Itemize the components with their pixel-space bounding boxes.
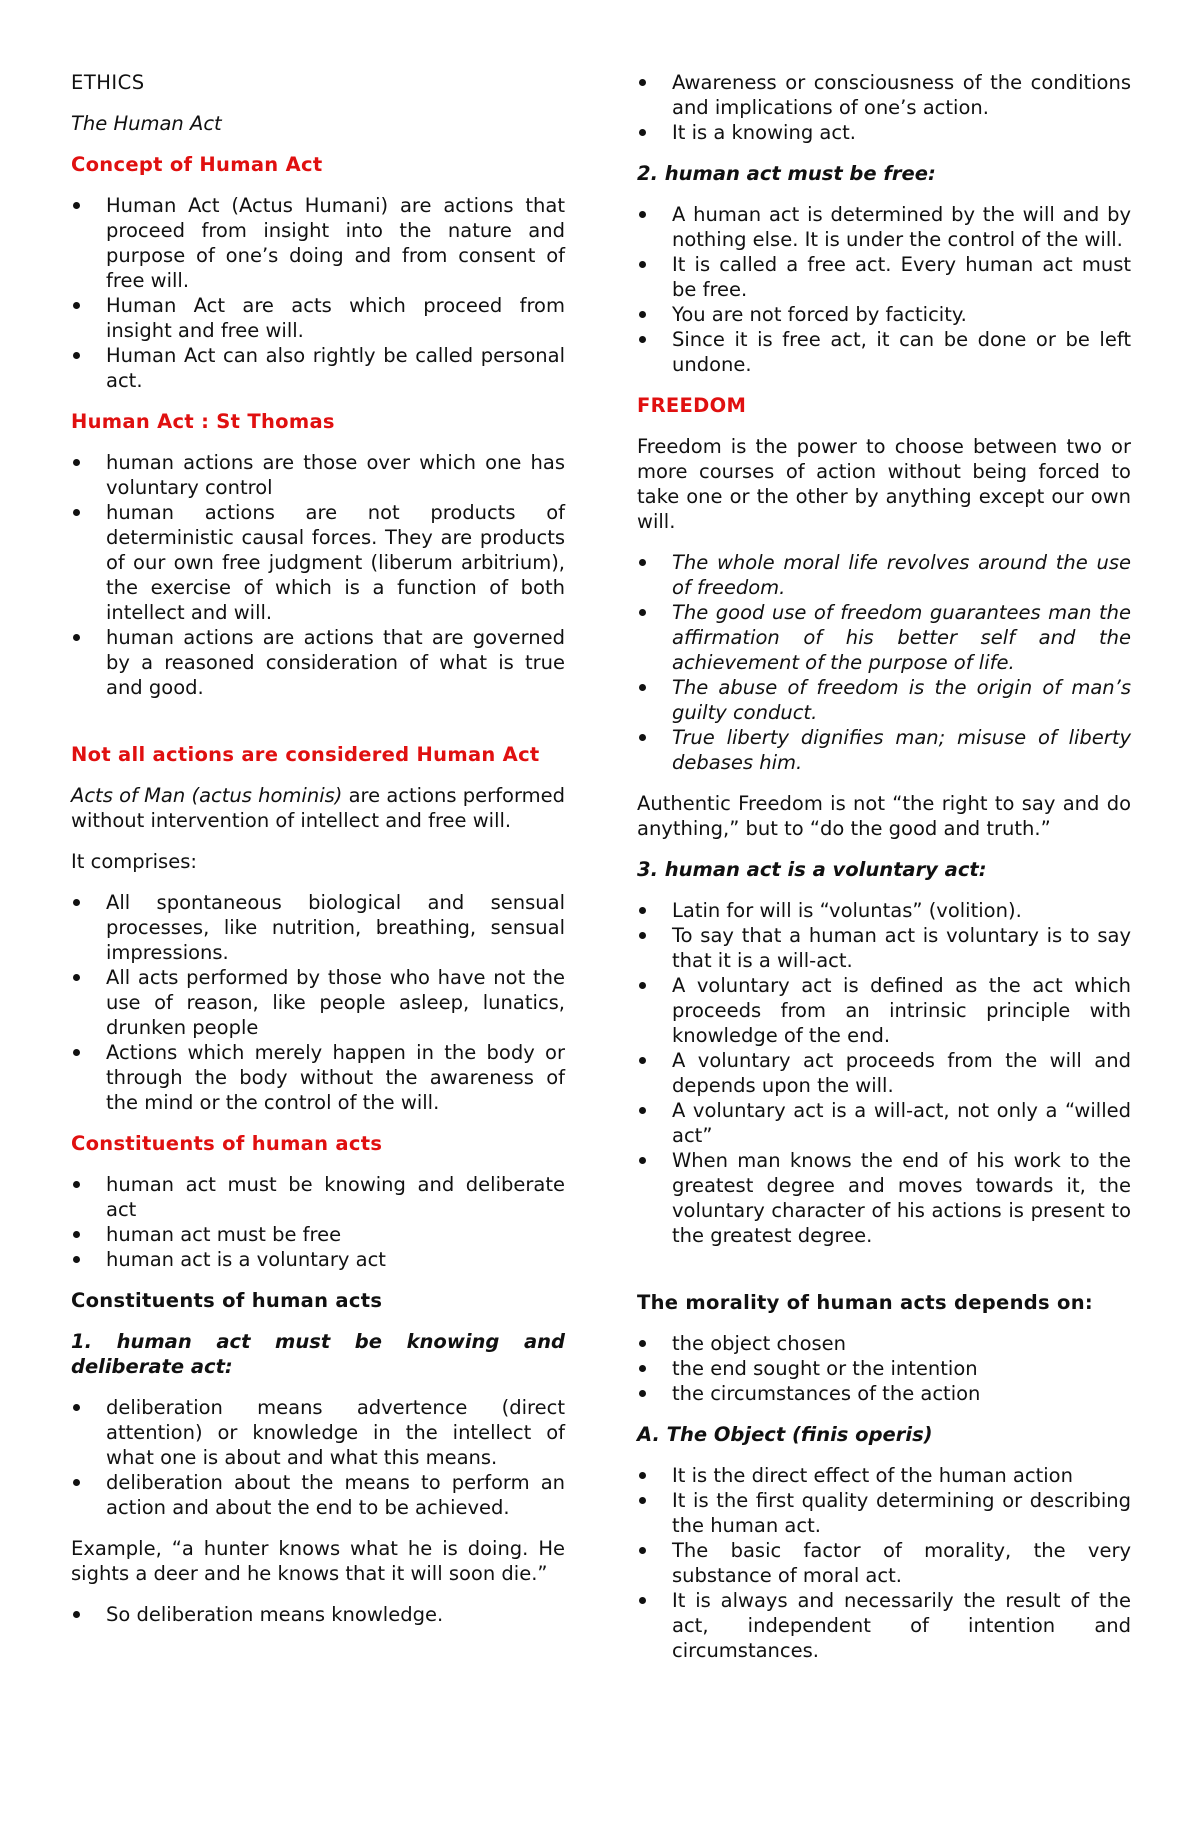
list-item: A human act is determined by the will and by nothing else. It is under the control of the will. [672, 203, 1131, 251]
list-item: A voluntary act is defined as the act which proceeds from an intrinsic principle with knowledge of the end. [672, 974, 1131, 1047]
constituents-list [71, 1172, 565, 1272]
knowing-list [71, 1395, 565, 1520]
list-item: human actions are not products of deterministic causal forces. They are products of our own free judgment (liberum arbitrium), the exercise of which is a function of both intellect and will. [106, 501, 565, 624]
list-item: The whole moral life revolves around the use of freedom. [672, 551, 1131, 599]
doc-title: ETHICS [71, 71, 145, 94]
freedom-list [637, 550, 1131, 775]
spacer [637, 1264, 1131, 1290]
object-heading: A. The Object (finis operis) [637, 1423, 933, 1446]
right-column [637, 70, 1131, 1679]
hunter-example: Example, “a hunter knows what he is doing. He sights a deer and he knows that it will soon die.” [71, 1537, 565, 1585]
list-item: deliberation means advertence (direct attention) or knowledge in the intellect of what one is about and what this means. [106, 1396, 565, 1469]
acts-of-man-paragraph: Acts of Man (actus hominis) are actions performed without intervention of intellect and free will. [71, 784, 565, 832]
doc-subtitle: The Human Act [71, 112, 222, 135]
freedom-heading: FREEDOM [637, 394, 747, 417]
list-item: A voluntary act proceeds from the will and depends upon the will. [672, 1049, 1131, 1097]
list-item: So deliberation means knowledge. [106, 1603, 444, 1626]
concept-heading: Concept of Human Act [71, 153, 323, 176]
list-item: Awareness or consciousness of the conditions and implications of one’s action. [672, 71, 1131, 119]
object-list [637, 1463, 1131, 1663]
list-item: It is a knowing act. [672, 121, 856, 144]
list-item: All acts performed by those who have not the use of reason, like people asleep, lunatics, drunken people [106, 966, 565, 1039]
list-item: Actions which merely happen in the body or through the body without the awareness of the mind or the control of the will. [106, 1041, 565, 1114]
list-item: The good use of freedom guarantees man the affirmation of his better self and the achievement of the purpose of life. [672, 601, 1131, 674]
concept-list [71, 193, 565, 393]
acts-of-man-term: Acts of Man (actus hominis) [71, 784, 343, 807]
list-item: When man knows the end of his work to the greatest degree and moves towards it, the voluntary character of his actions is present to the greatest degree. [672, 1149, 1131, 1247]
knowing-list-3 [637, 70, 1131, 145]
list-item: True liberty dignifies man; misuse of liberty debases him. [672, 726, 1131, 774]
list-item: It is always and necessarily the result of the act, independent of intention and circumstances. [672, 1589, 1131, 1662]
free-list [637, 202, 1131, 377]
constituents-heading-2: Constituents of human acts [71, 1289, 383, 1312]
list-item: the object chosen [672, 1332, 847, 1355]
list-item: You are not forced by facticity. [672, 303, 967, 326]
free-heading: 2. human act must be free: [637, 162, 936, 185]
list-item: Human Act (Actus Humani) are actions that proceed from insight into the nature and purpose of one’s doing and from consent of free will. [106, 194, 565, 292]
list-item: The abuse of freedom is the origin of man’s guilty conduct. [672, 676, 1131, 724]
list-item: deliberation about the means to perform an action and about the end to be achieved. [106, 1471, 565, 1519]
knowing-list-2 [71, 1602, 565, 1627]
list-item: Since it is free act, it can be done or be left undone. [672, 328, 1131, 376]
spacer [71, 716, 565, 742]
thomas-list [71, 450, 565, 700]
thomas-heading: Human Act : St Thomas [71, 410, 335, 433]
list-item: It is the first quality determining or describing the human act. [672, 1489, 1131, 1537]
list-item: human act must be free [106, 1223, 342, 1246]
list-item: A voluntary act is a will-act, not only a “willed act” [672, 1099, 1131, 1147]
voluntary-heading: 3. human act is a voluntary act: [637, 858, 987, 881]
knowing-heading: 1. human act must be knowing and deliberate act: [71, 1330, 565, 1378]
comprises-text: It comprises: [71, 850, 197, 873]
list-item: the circumstances of the action [672, 1382, 981, 1405]
authentic-freedom: Authentic Freedom is not “the right to say and do anything,” but to “do the good and truth.” [637, 792, 1131, 840]
list-item: Human Act can also rightly be called personal act. [106, 344, 565, 392]
list-item: To say that a human act is voluntary is to say that it is a will-act. [672, 924, 1131, 972]
not-all-heading: Not all actions are considered Human Act [71, 743, 540, 766]
morality-list [637, 1331, 1131, 1406]
morality-heading: The morality of human acts depends on: [637, 1291, 1093, 1314]
list-item: human actions are actions that are governed by a reasoned consideration of what is true and good. [106, 626, 565, 699]
list-item: Human Act are acts which proceed from insight and free will. [106, 294, 565, 342]
freedom-definition: Freedom is the power to choose between two or more courses of action without being forced to take one or the other by anything except our own will. [637, 435, 1131, 533]
list-item: human actions are those over which one has voluntary control [106, 451, 565, 499]
voluntary-list [637, 898, 1131, 1248]
constituents-heading: Constituents of human acts [71, 1132, 383, 1155]
not-all-list [71, 890, 565, 1115]
list-item: All spontaneous biological and sensual processes, like nutrition, breathing, sensual impressions. [106, 891, 565, 964]
left-column [71, 70, 565, 1643]
list-item: human act is a voluntary act [106, 1248, 386, 1271]
list-item: human act must be knowing and deliberate act [106, 1173, 565, 1221]
list-item: It is the direct effect of the human action [672, 1464, 1073, 1487]
list-item: The basic factor of morality, the very substance of moral act. [672, 1539, 1131, 1587]
list-item: Latin for will is “voluntas” (volition). [672, 899, 1022, 922]
list-item: It is called a free act. Every human act must be free. [672, 253, 1131, 301]
list-item: the end sought or the intention [672, 1357, 978, 1380]
